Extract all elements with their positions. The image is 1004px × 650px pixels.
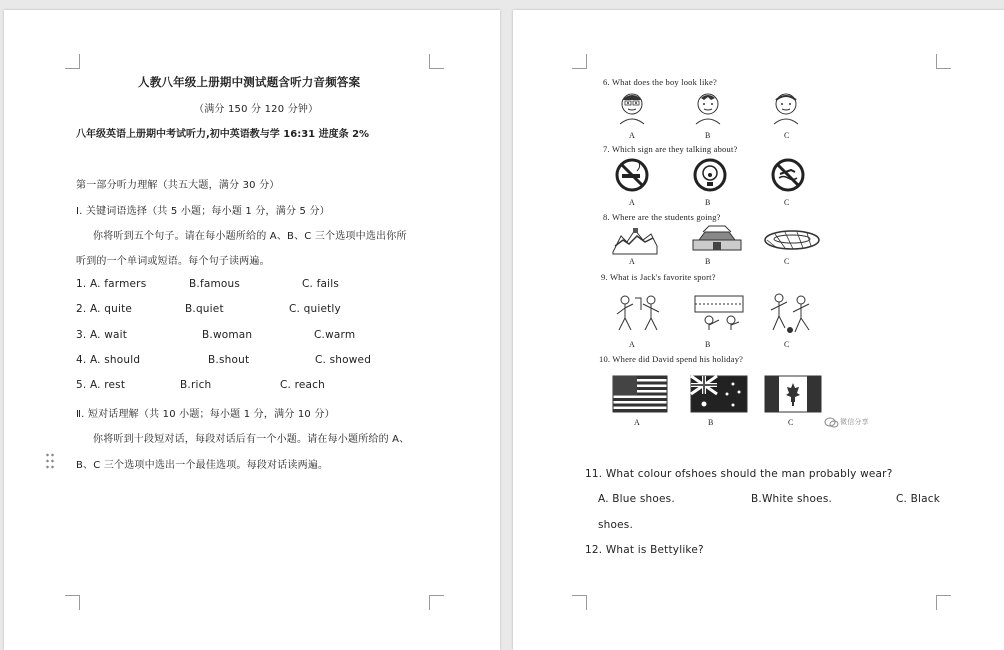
sport-a-image	[613, 290, 669, 334]
q3-option-b: B.woman	[202, 329, 253, 341]
q3-option-c: C.warm	[314, 329, 356, 341]
margin-mark	[572, 595, 587, 610]
q9-label-c: C	[784, 340, 790, 349]
part2-instruction: B、C 三个选项中选出一个最佳选项。每段对话读两遍。	[76, 460, 329, 471]
margin-mark	[572, 54, 587, 69]
margin-mark	[65, 54, 80, 69]
margin-mark	[936, 595, 951, 610]
q1-option-b: B.famous	[189, 278, 241, 290]
part1-instruction: 你将听到五个句子。请在每小题所给的 A、B、C 三个选项中选出你所	[93, 231, 407, 242]
q12-text: 12. What is Bettylike?	[585, 544, 704, 556]
q4-option-c: C. showed	[315, 354, 372, 366]
q1-option-c: C. fails	[302, 278, 340, 290]
q11-option-b: B.White shoes.	[751, 493, 833, 505]
tiananmen-image	[689, 226, 745, 252]
drag-handle-icon[interactable]	[45, 452, 55, 470]
australia-flag-image	[691, 376, 747, 412]
q9-label-a: A	[629, 340, 635, 349]
no-smoking-sign-icon	[615, 158, 649, 192]
part1-title: Ⅰ. 关键词语选择（共 5 小题；每小题 1 分，满分 5 分）	[76, 206, 330, 217]
q8-text: 8. Where are the students going?	[603, 212, 721, 222]
header-line: 八年级英语上册期中考试听力,初中英语教与学 16:31 进度条 2%	[76, 129, 370, 140]
no-noise-sign-icon	[693, 158, 727, 192]
margin-mark	[65, 595, 80, 610]
q8-label-a: A	[629, 257, 635, 266]
q11-text: 11. What colour ofshoes should the man probably wear?	[585, 468, 893, 480]
margin-mark	[936, 54, 951, 69]
q4-option-b: B.shout	[208, 354, 250, 366]
q8-label-b: B	[705, 257, 711, 266]
q2-option-c: C. quietly	[289, 303, 341, 315]
q7-label-b: B	[705, 198, 711, 207]
great-wall-image	[613, 224, 657, 254]
page-title: 人教八年级上册期中测试题含听力音频答案	[138, 75, 361, 89]
q5-option-a: 5. A. rest	[76, 379, 126, 391]
q9-label-b: B	[705, 340, 711, 349]
q9-text: 9. What is Jack's favorite sport?	[601, 272, 716, 282]
q6-label-c: C	[784, 131, 790, 140]
q7-text: 7. Which sign are they talking about?	[603, 144, 738, 154]
q8-label-c: C	[784, 257, 790, 266]
q2-option-b: B.quiet	[185, 303, 224, 315]
margin-mark	[429, 54, 444, 69]
q11-option-c-continued: shoes.	[598, 519, 634, 531]
q5-option-c: C. reach	[280, 379, 326, 391]
q2-option-a: 2. A. quite	[76, 303, 133, 315]
q1-option-a: 1. A. farmers	[76, 278, 147, 290]
section-title: 第一部分听力理解（共五大题，满分 30 分）	[76, 180, 280, 191]
document-page-1	[4, 10, 500, 650]
q10-label-a: A	[634, 418, 640, 427]
part1-instruction: 听到的一个单词或短语。每个句子读两遍。	[76, 256, 270, 267]
document-page-2	[513, 10, 1004, 650]
part2-instruction: 你将听到十段短对话，每段对话后有一个小题。请在每小题所给的 A、	[93, 434, 410, 445]
q5-option-b: B.rich	[180, 379, 212, 391]
part2-title: Ⅱ. 短对话理解（共 10 小题；每小题 1 分，满分 10 分）	[76, 409, 335, 420]
q4-option-a: 4. A. should	[76, 354, 141, 366]
sport-c-image	[765, 290, 817, 336]
q3-option-a: 3. A. wait	[76, 329, 128, 341]
margin-mark	[429, 595, 444, 610]
q11-option-c: C. Black	[896, 493, 941, 505]
wechat-icon	[824, 416, 838, 428]
q7-label-a: A	[629, 198, 635, 207]
q7-label-c: C	[784, 198, 790, 207]
q10-text: 10. Where did David spend his holiday?	[599, 354, 744, 364]
boy-face-c-image	[771, 90, 801, 126]
q10-label-b: B	[708, 418, 714, 427]
boy-face-a-image	[617, 90, 647, 126]
boy-face-b-image	[693, 90, 723, 126]
q6-label-a: A	[629, 131, 635, 140]
page-subtitle: （满分 150 分 120 分钟）	[194, 104, 319, 115]
sport-b-image	[689, 292, 749, 332]
no-swimming-sign-icon	[771, 158, 805, 192]
q10-label-c: C	[788, 418, 794, 427]
q6-label-b: B	[705, 131, 711, 140]
usa-flag-image	[613, 376, 667, 412]
q6-text: 6. What does the boy look like?	[603, 77, 717, 87]
watermark-text: 微信分享	[840, 418, 869, 426]
birds-nest-stadium-image	[763, 228, 821, 252]
q11-option-a: A. Blue shoes.	[598, 493, 675, 505]
canada-flag-image	[765, 376, 821, 412]
